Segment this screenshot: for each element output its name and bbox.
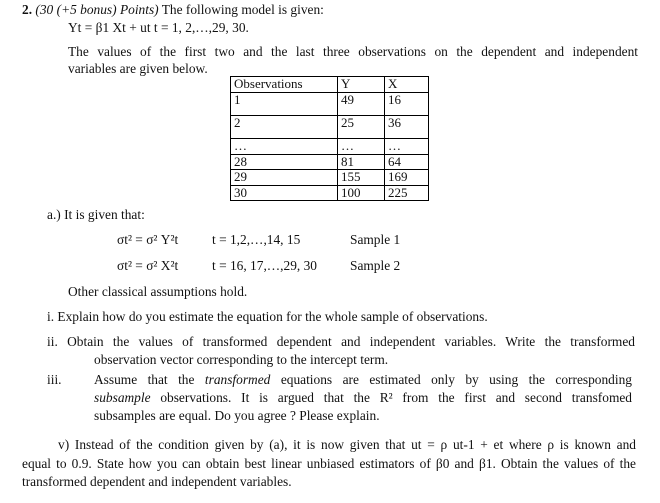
table-cell: 36 (385, 116, 429, 139)
item-iii-label: iii. (47, 372, 62, 387)
values-line-1: The values of the first two and the last three observations on the dependent and independent (68, 44, 638, 59)
observations-table (230, 76, 429, 201)
question-intro: The following model is given: (161, 2, 324, 17)
item-iii-line-2 (94, 390, 632, 405)
table-cell: 49 (338, 93, 385, 116)
item-i: i. Explain how do you estimate the equation for the whole sample of observations. (47, 309, 488, 324)
table-cell: … (231, 139, 338, 155)
table-cell: 25 (338, 116, 385, 139)
table-row (231, 139, 429, 155)
item-ii-line-1: ii. Obtain the values of transformed dependent and independent variables. Write the transformed (47, 334, 635, 349)
table-row (231, 185, 429, 201)
table-cell: 100 (338, 185, 385, 201)
part-a-label: a.) It is given that: (47, 207, 145, 222)
iii-text-subsample: subsample (94, 390, 151, 405)
condition-1-sample: Sample 1 (350, 232, 401, 247)
header-x: X (385, 77, 429, 93)
table-cell: 169 (385, 170, 429, 186)
header-y: Y (338, 77, 385, 93)
table-cell: … (385, 139, 429, 155)
table-cell: … (338, 139, 385, 155)
table-cell: 1 (231, 93, 338, 116)
other-assumptions: Other classical assumptions hold. (68, 284, 248, 299)
item-ii-line-2: observation vector corresponding to the intercept term. (94, 352, 389, 367)
part-v-line-2: equal to 0.9. State how you can obtain best linear unbiased estimators of β0 and β1. Obtain the values of the (22, 456, 636, 471)
question-number: 2. (22, 2, 33, 17)
table-cell: 155 (338, 170, 385, 186)
question-points: (30 (+5 bonus) Points) (35, 2, 159, 17)
table-cell: 28 (231, 154, 338, 170)
condition-2-sample: Sample 2 (350, 258, 401, 273)
iii-text-a: Assume that the (94, 372, 195, 387)
values-line-2: variables are given below. (68, 61, 208, 76)
table-row (231, 170, 429, 186)
table-header-row (231, 77, 429, 93)
iii-text-d: observations. It is argued that the R² from the first and second transfomed (160, 390, 632, 405)
table-row (231, 93, 429, 116)
model-equation: Yt = β1 Xt + ut t = 1, 2,…,29, 30. (68, 20, 249, 35)
table-cell: 16 (385, 93, 429, 116)
condition-1-formula: σt² = σ² Y²t (117, 232, 179, 247)
item-iii-line-3: subsamples are equal. Do you agree ? Please explain. (94, 408, 380, 423)
condition-1-range: t = 1,2,…,14, 15 (212, 232, 301, 247)
table-cell: 2 (231, 116, 338, 139)
part-v-line-1: v) Instead of the condition given by (a), it is now given that ut = ρ ut-1 + et where ρ is known and (58, 437, 636, 452)
table-cell: 225 (385, 185, 429, 201)
table-cell: 64 (385, 154, 429, 170)
table-row (231, 116, 429, 139)
table-cell: 29 (231, 170, 338, 186)
iii-text-c: equations are estimated only by using the corresponding (280, 372, 632, 387)
question-header (22, 2, 324, 17)
condition-2-formula: σt² = σ² X²t (117, 258, 179, 273)
condition-2-range: t = 16, 17,…,29, 30 (212, 258, 318, 273)
table-cell: 81 (338, 154, 385, 170)
header-observations: Observations (231, 77, 338, 93)
part-v-line-3: transformed dependent and independent variables. (22, 474, 292, 489)
table-cell: 30 (231, 185, 338, 201)
table-row (231, 154, 429, 170)
item-iii-line-1 (94, 372, 632, 387)
iii-text-transformed: transformed (204, 372, 271, 387)
